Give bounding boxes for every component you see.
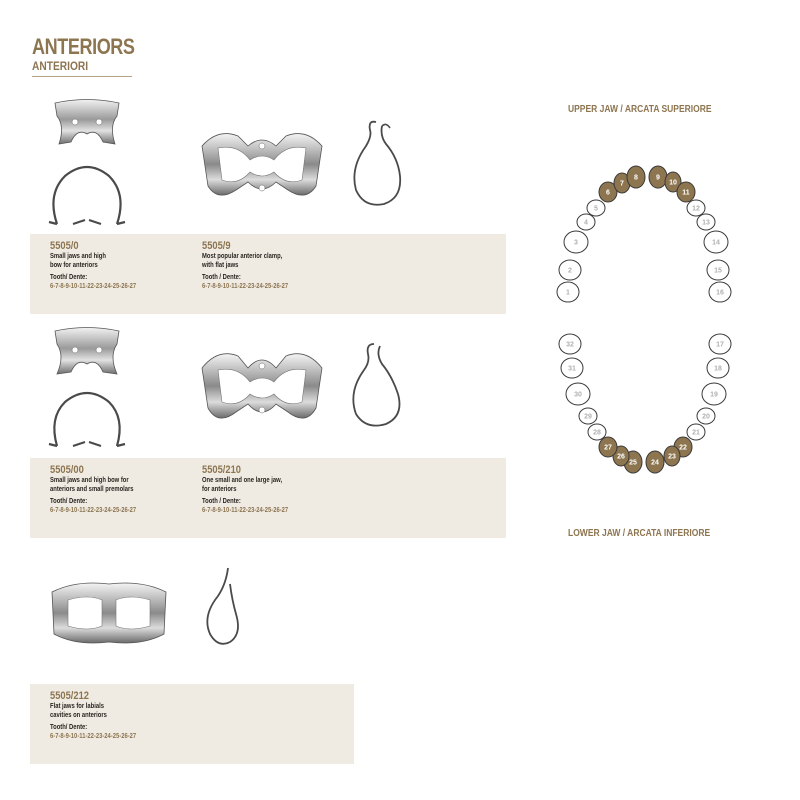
- product-code: 5505/210: [202, 464, 242, 476]
- tooth-24: [646, 451, 664, 473]
- product-code: 5505/0: [50, 240, 79, 252]
- tooth-28: [588, 424, 606, 440]
- tooth-number-label: 30: [574, 391, 582, 399]
- clamp-5505-9-image: [198, 126, 326, 206]
- product-desc-line1: Small jaws and high bow for: [50, 475, 129, 484]
- tooth-15: [707, 260, 729, 280]
- tooth-number-label: 24: [651, 459, 659, 467]
- tooth-number-label: 5: [594, 205, 598, 213]
- tooth-number-label: 1: [566, 289, 570, 297]
- tooth-number-label: 14: [712, 239, 720, 247]
- product-desc-line2: cavities on anteriors: [50, 709, 107, 719]
- tooth-number-label: 32: [566, 341, 574, 349]
- tooth-20: [697, 408, 715, 424]
- tooth-label: Tooth/ Dente:: [50, 722, 88, 731]
- product-code: 5505/9: [202, 240, 231, 252]
- tooth-label: Tooth / Dente:: [202, 272, 241, 281]
- product-code: 5505/212: [50, 690, 90, 702]
- tooth-27: [599, 437, 617, 457]
- lower-jaw-label: LOWER JAW / ARCATA INFERIORE: [568, 528, 711, 539]
- bow-5505-210-image: [346, 340, 406, 432]
- tooth-19: [702, 383, 726, 405]
- section-heading: [32, 36, 157, 77]
- tooth-17: [709, 334, 731, 354]
- tooth-number-label: 4: [584, 219, 588, 227]
- tooth-number-label: 12: [692, 205, 700, 213]
- product-code: 5505/00: [50, 464, 84, 476]
- tooth-label: Tooth / Dente:: [202, 496, 241, 505]
- tooth-number-label: 28: [593, 429, 601, 437]
- product-5505-212: [50, 690, 160, 740]
- tooth-number-label: 16: [716, 289, 724, 297]
- tooth-11: [677, 182, 695, 202]
- product-desc-line2: with flat jaws: [202, 259, 239, 269]
- tooth-13: [697, 214, 715, 230]
- section-subtitle: ANTERIORI: [32, 59, 89, 73]
- tooth-number-label: 20: [702, 413, 710, 421]
- tooth-number-label: 27: [604, 444, 612, 452]
- clamp-5505-210-image: [198, 346, 326, 430]
- tooth-value: 6-7-8-9-10-11-22-23-24-25-26-27: [50, 730, 137, 740]
- heading-rule: [32, 76, 132, 77]
- product-desc-line1: Most popular anterior clamp,: [202, 251, 283, 260]
- bow-5505-9-image: [346, 118, 406, 210]
- tooth-number-label: 29: [584, 413, 592, 421]
- tooth-30: [566, 383, 590, 405]
- tooth-number-label: 22: [679, 444, 687, 452]
- clamp-5505-212-image: [46, 578, 172, 648]
- tooth-number-label: 17: [716, 341, 724, 349]
- product-5505-0: [50, 240, 160, 290]
- tooth-18: [707, 358, 729, 378]
- tooth-12: [687, 200, 705, 216]
- tooth-value: 6-7-8-9-10-11-22-23-24-25-26-27: [202, 280, 289, 290]
- tooth-number-label: 13: [702, 219, 710, 227]
- tooth-2: [559, 260, 581, 280]
- tooth-value: 6-7-8-9-10-11-22-23-24-25-26-27: [50, 280, 137, 290]
- tooth-chart-diagram: [540, 150, 750, 490]
- product-desc-line2: bow for anteriors: [50, 259, 98, 269]
- tooth-number-label: 7: [620, 180, 624, 188]
- tooth-number-label: 31: [568, 365, 576, 373]
- product-desc-line1: Flat jaws for labials: [50, 701, 104, 710]
- product-desc-line1: Small jaws and high: [50, 251, 106, 260]
- product-desc-line2: for anteriors: [202, 483, 237, 493]
- tooth-number-label: 21: [692, 429, 700, 437]
- tooth-number-label: 26: [617, 453, 625, 461]
- product-5505-210: [202, 464, 312, 514]
- product-desc-line1: One small and one large jaw,: [202, 475, 283, 484]
- tooth-value: 6-7-8-9-10-11-22-23-24-25-26-27: [202, 504, 289, 514]
- tooth-label: Tooth/ Dente:: [50, 496, 88, 505]
- upper-jaw-label: UPPER JAW / ARCATA SUPERIORE: [568, 104, 712, 115]
- tooth-9: [649, 166, 667, 188]
- tooth-14: [704, 231, 728, 253]
- tooth-3: [564, 231, 588, 253]
- tooth-16: [709, 282, 731, 302]
- tooth-value: 6-7-8-9-10-11-22-23-24-25-26-27: [50, 504, 137, 514]
- section-title: ANTERIORS: [32, 34, 135, 59]
- tooth-number-label: 18: [714, 365, 722, 373]
- tooth-29: [579, 408, 597, 424]
- product-5505-9: [202, 240, 312, 290]
- tooth-number-label: 25: [629, 459, 637, 467]
- tooth-4: [577, 214, 595, 230]
- tooth-8: [627, 166, 645, 188]
- tooth-number-label: 2: [568, 267, 572, 275]
- tooth-number-label: 23: [668, 453, 676, 461]
- tooth-number-label: 10: [669, 179, 677, 187]
- clamp-5505-00-image: [45, 326, 130, 452]
- product-5505-00: [50, 464, 160, 514]
- tooth-31: [561, 358, 583, 378]
- product-desc-line2: anteriors and small premolars: [50, 483, 134, 493]
- tooth-23: [664, 446, 680, 466]
- tooth-number-label: 9: [656, 174, 660, 182]
- tooth-21: [687, 424, 705, 440]
- tooth-number-label: 11: [682, 189, 690, 197]
- tooth-number-label: 3: [574, 239, 578, 247]
- tooth-1: [557, 282, 579, 302]
- tooth-32: [559, 334, 581, 354]
- clamp-5505-0-image: [45, 98, 130, 230]
- tooth-number-label: 15: [714, 267, 722, 275]
- tooth-number-label: 6: [606, 189, 610, 197]
- tooth-number-label: 8: [634, 174, 638, 182]
- tooth-number-label: 19: [710, 391, 718, 399]
- bow-5505-212-image: [196, 566, 246, 650]
- tooth-5: [587, 200, 605, 216]
- tooth-label: Tooth/ Dente:: [50, 272, 88, 281]
